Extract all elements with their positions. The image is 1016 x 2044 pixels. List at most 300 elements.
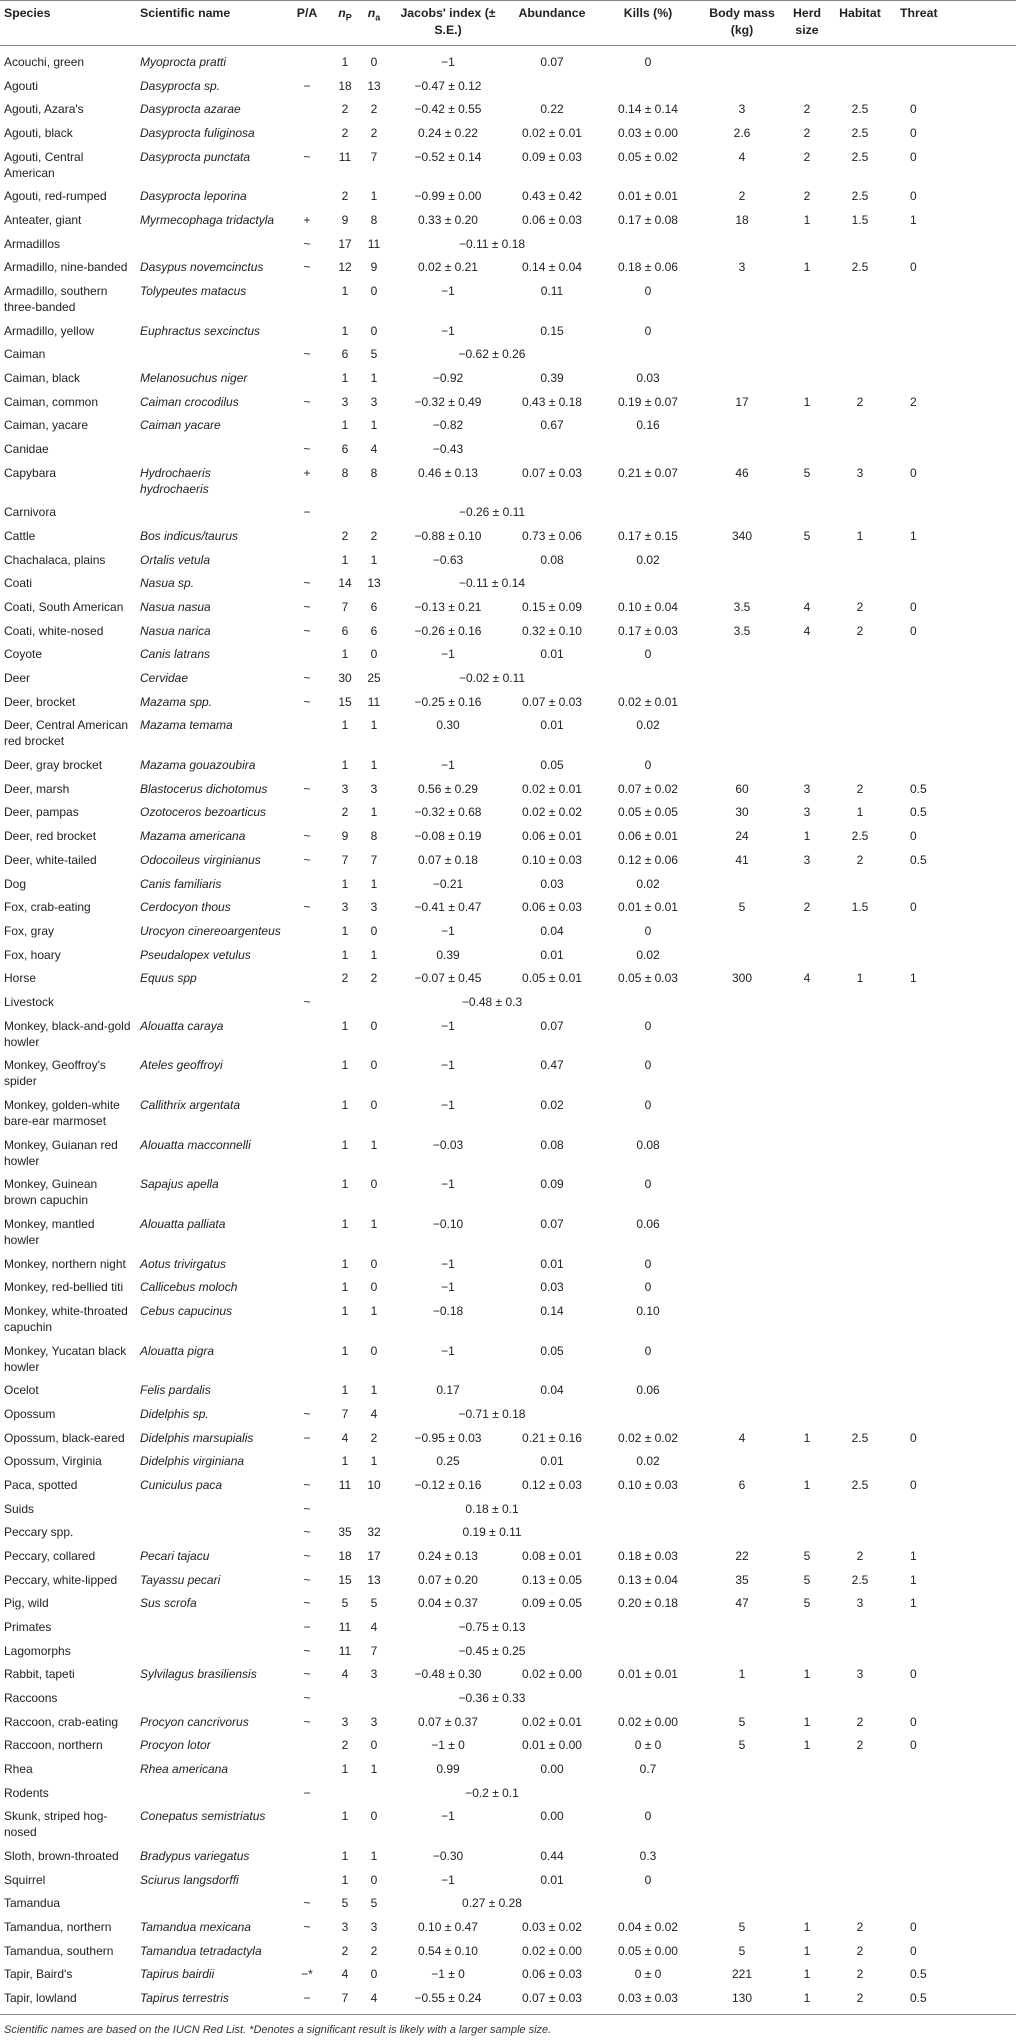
table-row xyxy=(0,1216,1016,1256)
jacobs-index-cell: 0.25 xyxy=(436,1454,460,1469)
na-cell: 0 xyxy=(370,1809,378,1824)
species-cell: Agouti, Central American xyxy=(4,149,84,180)
na-cell: 6 xyxy=(370,600,378,615)
threat-cell xyxy=(890,1524,1016,1548)
pa-cell xyxy=(284,283,330,323)
pa-cell xyxy=(284,1018,330,1058)
pa-cell xyxy=(284,1097,330,1137)
pa-cell xyxy=(284,552,330,576)
habitat-cell xyxy=(830,78,890,102)
herd-size-cell: 1 xyxy=(803,213,811,228)
species-cell: Peccary, collared xyxy=(4,1548,96,1563)
na-cell: 10 xyxy=(367,1477,381,1492)
herd-size-cell: 1 xyxy=(803,260,811,275)
kills-cell: 0.18 ± 0.06 xyxy=(618,260,678,275)
jacobs-index-cell: 0.18 ± 0.1 xyxy=(465,1501,519,1516)
threat-cell xyxy=(890,1343,1016,1383)
kills-cell xyxy=(596,1524,700,1548)
na-cell: 2 xyxy=(370,126,378,141)
hab-cell xyxy=(830,670,890,694)
table-row xyxy=(0,828,1016,852)
table-row xyxy=(0,528,1016,552)
threat-cell xyxy=(890,504,1016,528)
abundance-cell: 0.03 xyxy=(540,1280,564,1295)
np-cell: 1 xyxy=(341,1383,349,1398)
jacobs-index-cell: −1 xyxy=(441,1343,455,1358)
jacobs-index-cell: −1 xyxy=(441,647,455,662)
jacobs-index-cell: −1 ± 0 xyxy=(431,1967,465,1982)
kills-cell: 0.06 xyxy=(636,1383,660,1398)
np-cell: 11 xyxy=(338,1643,352,1658)
threat-cell xyxy=(890,1872,1016,1896)
table-row xyxy=(0,994,1016,1018)
habitat-cell xyxy=(830,1216,890,1256)
abundance-cell xyxy=(508,441,596,465)
na-cell: 2 xyxy=(370,102,378,117)
habitat-cell: 3 xyxy=(856,465,864,480)
header-abundance: Abundance xyxy=(508,1,596,46)
herd-size-cell xyxy=(784,1097,830,1137)
jacobs-index-cell: −1 xyxy=(441,1058,455,1073)
kills-cell: 0.05 ± 0.03 xyxy=(618,971,678,986)
hab-cell xyxy=(830,1643,890,1667)
scientific-name-cell: Mazama americana xyxy=(140,829,246,844)
threat-cell xyxy=(890,417,1016,441)
scientific-name-cell: Urocyon cinereoargenteus xyxy=(140,923,281,938)
jacobs-index-cell: −0.55 ± 0.24 xyxy=(388,1990,508,2014)
threat-cell xyxy=(890,575,1016,599)
abundance-cell: 0.08 ± 0.01 xyxy=(522,1548,582,1563)
scientific-name-cell: Mazama spp. xyxy=(140,694,213,709)
jacobs-index-cell: −0.2 ± 0.1 xyxy=(465,1785,519,1800)
pa-cell: − xyxy=(303,78,311,93)
pa-cell xyxy=(284,1176,330,1216)
body-mass-cell: 3 xyxy=(738,102,746,117)
np-cell: 2 xyxy=(341,529,349,544)
jacobs-index-cell: 0.07 ± 0.20 xyxy=(418,1572,478,1587)
na-cell: 0 xyxy=(370,284,378,299)
kills-cell xyxy=(596,78,700,102)
jacobs-index-cell: 0.30 xyxy=(436,718,460,733)
np-cell: 14 xyxy=(338,576,352,591)
scientific-name-cell xyxy=(136,994,284,1018)
jacobs-index-cell: −0.99 ± 0.00 xyxy=(414,189,482,204)
na-cell: 17 xyxy=(367,1548,381,1563)
body-mass-cell: 41 xyxy=(735,852,749,867)
na-cell: 13 xyxy=(367,78,381,93)
mass-cell xyxy=(700,236,784,260)
species-cell: Monkey, Geoffroy's spider xyxy=(4,1058,106,1089)
body-mass-cell: 2.6 xyxy=(733,126,751,141)
table-row xyxy=(0,1919,1016,1943)
jacobs-index-cell: 0.27 ± 0.28 xyxy=(462,1896,522,1911)
habitat-cell: 2.5 xyxy=(851,189,869,204)
species-cell: Fox, hoary xyxy=(4,947,61,962)
table-row xyxy=(0,1430,1016,1454)
pa-cell xyxy=(284,1382,330,1406)
na-cell: 3 xyxy=(370,1920,378,1935)
habitat-cell: 2 xyxy=(856,781,864,796)
kills-cell: 0.06 xyxy=(636,1216,660,1231)
scientific-name-cell: Euphractus sexcinctus xyxy=(140,323,261,338)
jacobs-index-cell: −1 xyxy=(441,1256,455,1271)
np-cell xyxy=(330,1785,360,1809)
species-cell: Raccoon, northern xyxy=(4,1738,103,1753)
herd-size-cell xyxy=(784,1453,830,1477)
table-row xyxy=(0,646,1016,670)
herd-size-cell xyxy=(784,552,830,576)
na-cell: 7 xyxy=(370,149,378,164)
abundance-cell: 0.67 xyxy=(540,418,564,433)
abundance-cell: 0.05 ± 0.01 xyxy=(522,971,582,986)
kills-cell: 0 xyxy=(644,1256,652,1271)
species-cell: Armadillo, nine-banded xyxy=(4,260,128,275)
table-row xyxy=(0,923,1016,947)
jacobs-index-cell: −1 xyxy=(441,284,455,299)
habitat-cell: 3 xyxy=(856,1596,864,1611)
herd-cell xyxy=(784,346,830,370)
habitat-cell xyxy=(830,1279,890,1303)
threat-cell xyxy=(890,1785,1016,1809)
na-cell: 1 xyxy=(370,718,378,733)
na-cell: 5 xyxy=(370,1596,378,1611)
jacobs-index-cell: 0.24 ± 0.13 xyxy=(418,1548,478,1563)
threat-cell: 0.5 xyxy=(910,781,927,796)
threat-cell xyxy=(890,1406,1016,1430)
threat-cell xyxy=(890,78,1016,102)
habitat-cell: 2 xyxy=(856,394,864,409)
na-cell: 3 xyxy=(370,900,378,915)
body-mass-cell xyxy=(700,1256,784,1280)
abundance-cell: 0.02 ± 0.01 xyxy=(522,1714,582,1729)
species-cell: Caiman, yacare xyxy=(4,418,89,433)
jacobs-index-cell: −0.48 ± 0.30 xyxy=(414,1667,482,1682)
scientific-name-cell: Dasyprocta fuliginosa xyxy=(140,126,255,141)
np-cell: 15 xyxy=(338,694,352,709)
scientific-name-cell xyxy=(136,1643,284,1667)
species-cell: Pig, wild xyxy=(4,1596,49,1611)
scientific-name-cell: Myoprocta pratti xyxy=(140,55,227,69)
kills-cell: 0.17 ± 0.08 xyxy=(618,213,678,228)
na-cell: 0 xyxy=(370,1018,378,1033)
species-cell: Lagomorphs xyxy=(4,1643,71,1658)
table-row xyxy=(0,804,1016,828)
jacobs-index-cell: −0.95 ± 0.03 xyxy=(414,1430,482,1445)
np-cell: 1 xyxy=(341,1872,349,1887)
habitat-cell: 2.5 xyxy=(851,1477,869,1492)
jacobs-index-cell: −1 xyxy=(441,55,455,69)
kills-cell xyxy=(596,1643,700,1667)
table-row xyxy=(0,125,1016,149)
threat-cell: 0 xyxy=(910,149,917,164)
threat-cell xyxy=(890,346,1016,370)
jacobs-index-cell: −0.45 ± 0.25 xyxy=(458,1643,526,1658)
body-mass-cell xyxy=(700,1097,784,1137)
scientific-name-cell: Tamandua mexicana xyxy=(140,1920,251,1935)
herd-size-cell xyxy=(784,1303,830,1343)
pa-cell: ~ xyxy=(303,1406,311,1421)
jacobs-index-cell: −0.03 xyxy=(432,1137,464,1152)
scientific-name-cell: Pecari tajacu xyxy=(140,1548,210,1563)
kills-cell xyxy=(596,994,700,1018)
abundance-cell: 0.03 xyxy=(540,876,564,891)
threat-cell: 2 xyxy=(910,394,917,409)
jacobs-index-cell: −1 ± 0 xyxy=(431,1738,465,1753)
pa-cell xyxy=(284,1761,330,1785)
hab-cell xyxy=(830,1524,890,1548)
herd-cell xyxy=(784,994,830,1018)
jacobs-index-cell: −1 xyxy=(441,1809,455,1824)
jacobs-index-cell: 0.46 ± 0.13 xyxy=(418,465,478,480)
kills-cell: 0 ± 0 xyxy=(634,1967,662,1982)
np-cell: 1 xyxy=(341,1303,349,1318)
pa-cell xyxy=(284,46,330,78)
species-cell: Rabbit, tapeti xyxy=(4,1667,75,1682)
na-cell: 0 xyxy=(370,323,378,338)
abundance-cell: 0.06 ± 0.03 xyxy=(522,1967,582,1982)
herd-size-cell xyxy=(784,1176,830,1216)
scientific-name-cell: Ozotoceros bezoarticus xyxy=(140,805,267,820)
mass-cell xyxy=(700,346,784,370)
species-cell: Tamandua, northern xyxy=(4,1920,112,1935)
abundance-cell: 0.03 ± 0.02 xyxy=(522,1920,582,1935)
scientific-name-cell: Cuniculus paca xyxy=(140,1477,223,1492)
kills-cell: 0.03 ± 0.00 xyxy=(618,126,678,141)
scientific-name-cell xyxy=(136,1690,284,1714)
scientific-name-cell: Blastocerus dichotomus xyxy=(140,781,268,796)
habitat-cell xyxy=(830,552,890,576)
abundance-cell: 0.14 xyxy=(540,1303,564,1318)
pa-cell: ~ xyxy=(303,236,311,251)
kills-cell: 0.05 ± 0.00 xyxy=(618,1943,678,1958)
hab-cell xyxy=(830,575,890,599)
species-cell: Fox, gray xyxy=(4,923,55,938)
abundance-cell: 0.11 xyxy=(540,284,564,299)
body-mass-cell: 221 xyxy=(731,1967,753,1982)
herd-cell xyxy=(784,575,830,599)
body-mass-cell: 3.5 xyxy=(733,623,751,638)
abundance-cell: 0.07 ± 0.03 xyxy=(522,465,582,480)
na-cell: 0 xyxy=(370,1738,378,1753)
np-cell: 11 xyxy=(338,1477,352,1492)
threat-cell: 0 xyxy=(910,189,917,204)
np-cell: 1 xyxy=(341,947,349,962)
abundance-cell: 0.08 xyxy=(540,552,564,567)
habitat-cell xyxy=(830,46,890,78)
pa-cell xyxy=(284,717,330,757)
herd-size-cell xyxy=(784,370,830,394)
hab-cell xyxy=(830,1406,890,1430)
scientific-name-cell: Pseudalopex vetulus xyxy=(140,947,251,962)
species-cell: Agouti xyxy=(4,78,39,93)
habitat-cell: 1 xyxy=(856,805,864,820)
threat-cell: 0 xyxy=(910,465,917,480)
pa-cell: ~ xyxy=(303,1525,311,1540)
np-cell: 5 xyxy=(341,1896,349,1911)
threat-cell: 1 xyxy=(910,1596,917,1611)
herd-size-cell xyxy=(784,46,830,78)
abundance-cell: 0.06 ± 0.01 xyxy=(522,829,582,844)
herd-cell xyxy=(784,670,830,694)
header-species: Species xyxy=(0,1,136,46)
habitat-cell xyxy=(830,876,890,900)
habitat-cell: 2 xyxy=(830,1990,890,2014)
table-row xyxy=(0,46,1016,78)
abundance-cell: 0.32 ± 0.10 xyxy=(522,623,582,638)
table-row xyxy=(0,441,1016,465)
jacobs-index-cell: 0.07 ± 0.18 xyxy=(418,852,478,867)
np-cell: 2 xyxy=(341,102,349,117)
abundance-cell: 0.01 ± 0.00 xyxy=(522,1738,582,1753)
species-cell: Skunk, striped hog-nosed xyxy=(4,1809,108,1840)
na-cell xyxy=(360,1690,388,1714)
abundance-cell: 0.09 ± 0.05 xyxy=(522,1596,582,1611)
kills-cell: 0 xyxy=(644,284,652,299)
species-cell: Raccoons xyxy=(4,1690,58,1705)
species-cell: Monkey, white-throated capuchin xyxy=(4,1303,128,1334)
table-row xyxy=(0,1303,1016,1343)
np-cell: 1 xyxy=(341,418,349,433)
threat-cell xyxy=(890,1501,1016,1525)
table-row xyxy=(0,394,1016,418)
body-mass-cell: 340 xyxy=(731,529,753,544)
pa-cell: ~ xyxy=(303,347,311,362)
habitat-cell xyxy=(830,1872,890,1896)
na-cell: 0 xyxy=(370,1256,378,1271)
kills-cell: 0.21 ± 0.07 xyxy=(618,465,678,480)
jacobs-index-cell: −0.11 ± 0.14 xyxy=(458,576,526,591)
pa-cell: ~ xyxy=(303,781,311,796)
kills-cell: 0.10 ± 0.03 xyxy=(618,1477,678,1492)
np-cell: 11 xyxy=(338,1619,352,1634)
scientific-name-cell: Callithrix argentata xyxy=(140,1097,241,1112)
herd-size-cell: 5 xyxy=(803,465,811,480)
species-cell: Coati, South American xyxy=(4,600,124,615)
scientific-name-cell: Dasyprocta sp. xyxy=(140,78,221,93)
abundance-cell: 0.04 xyxy=(540,1383,564,1398)
na-cell: 1 xyxy=(370,552,378,567)
np-cell: 17 xyxy=(338,236,352,251)
jacobs-index-cell: −0.32 ± 0.49 xyxy=(414,394,482,409)
abundance-cell: 0.09 xyxy=(540,1177,564,1192)
np-cell: 2 xyxy=(341,1738,349,1753)
habitat-cell: 2 xyxy=(856,1967,864,1982)
threat-cell xyxy=(890,1895,1016,1919)
kills-cell: 0 xyxy=(644,1280,652,1295)
mass-cell xyxy=(700,670,784,694)
habitat-cell xyxy=(830,694,890,718)
threat-cell xyxy=(890,1453,1016,1477)
np-cell: 1 xyxy=(341,1018,349,1033)
kills-cell: 0.3 xyxy=(639,1849,657,1864)
species-cell: Deer, white-tailed xyxy=(4,852,97,867)
body-mass-cell: 4 xyxy=(738,1430,746,1445)
na-cell: 0 xyxy=(370,55,378,69)
threat-cell xyxy=(890,1097,1016,1137)
pa-cell xyxy=(284,1737,330,1761)
jacobs-index-cell: −1 xyxy=(441,758,455,773)
scientific-name-cell: Dasyprocta leporina xyxy=(140,189,247,204)
pa-cell: − xyxy=(303,1430,311,1445)
pa-cell: ~ xyxy=(303,1501,311,1516)
table-row xyxy=(0,1572,1016,1596)
herd-size-cell xyxy=(784,1256,830,1280)
table-row xyxy=(0,1895,1016,1919)
kills-cell: 0 xyxy=(644,1872,652,1887)
kills-cell: 0.05 ± 0.02 xyxy=(618,149,678,164)
abundance-cell: 0.05 xyxy=(540,758,564,773)
species-cell: Monkey, northern night xyxy=(4,1256,126,1271)
habitat-cell xyxy=(830,923,890,947)
pa-cell: ~ xyxy=(303,623,311,638)
table-row xyxy=(0,1406,1016,1430)
pa-cell xyxy=(284,1453,330,1477)
table-row xyxy=(0,1619,1016,1643)
header-na: $n_a$ xyxy=(360,1,388,46)
table-row xyxy=(0,259,1016,283)
pa-cell: ~ xyxy=(303,1714,311,1729)
herd-size-cell xyxy=(784,1137,830,1177)
herd-size-cell xyxy=(784,441,830,465)
hab-cell xyxy=(830,504,890,528)
np-cell: 15 xyxy=(338,1572,352,1587)
na-cell xyxy=(360,504,388,528)
threat-cell xyxy=(890,876,1016,900)
scientific-name-cell: Caiman yacare xyxy=(140,418,221,433)
table-row xyxy=(0,236,1016,260)
herd-size-cell: 1 xyxy=(803,1714,811,1729)
habitat-cell: 2 xyxy=(856,852,864,867)
abundance-cell: 0.07 ± 0.03 xyxy=(522,694,582,709)
jacobs-index-cell: −0.02 ± 0.11 xyxy=(458,671,526,686)
threat-cell: 1 xyxy=(910,529,917,544)
header-pa: P/A xyxy=(284,1,330,46)
jacobs-index-cell: −0.08 ± 0.19 xyxy=(414,829,482,844)
scientific-name-cell: Didelphis virginiana xyxy=(140,1454,245,1469)
scientific-name-cell: Felis pardalis xyxy=(140,1383,211,1398)
herd-size-cell: 1 xyxy=(803,1430,811,1445)
scientific-name-cell: Sapajus apella xyxy=(140,1177,219,1192)
threat-cell xyxy=(890,236,1016,260)
table-row xyxy=(0,876,1016,900)
species-cell: Tamandua, southern xyxy=(4,1943,114,1958)
pa-cell: −* xyxy=(301,1967,313,1982)
threat-cell xyxy=(890,757,1016,781)
body-mass-cell xyxy=(700,1018,784,1058)
body-mass-cell xyxy=(700,757,784,781)
kills-cell xyxy=(596,1690,700,1714)
pa-cell xyxy=(284,1943,330,1967)
habitat-cell xyxy=(830,757,890,781)
na-cell: 1 xyxy=(370,1849,378,1864)
scientific-name-cell xyxy=(136,1785,284,1809)
scientific-name-cell: Dasypus novemcinctus xyxy=(140,260,264,275)
kills-cell: 0.20 ± 0.18 xyxy=(618,1596,678,1611)
threat-cell: 0 xyxy=(910,900,917,915)
scientific-name-cell: Melanosuchus niger xyxy=(140,371,248,386)
np-cell: 1 xyxy=(341,1343,349,1358)
threat-cell: 0 xyxy=(910,1477,917,1492)
table-row xyxy=(0,1524,1016,1548)
np-cell: 1 xyxy=(341,1256,349,1271)
herd-size-cell: 2 xyxy=(803,102,811,117)
np-cell: 3 xyxy=(341,1714,349,1729)
body-mass-cell xyxy=(700,1343,784,1383)
threat-cell: 1 xyxy=(910,1548,917,1563)
body-mass-cell xyxy=(700,1176,784,1216)
kills-cell xyxy=(596,670,700,694)
np-cell: 35 xyxy=(338,1525,352,1540)
